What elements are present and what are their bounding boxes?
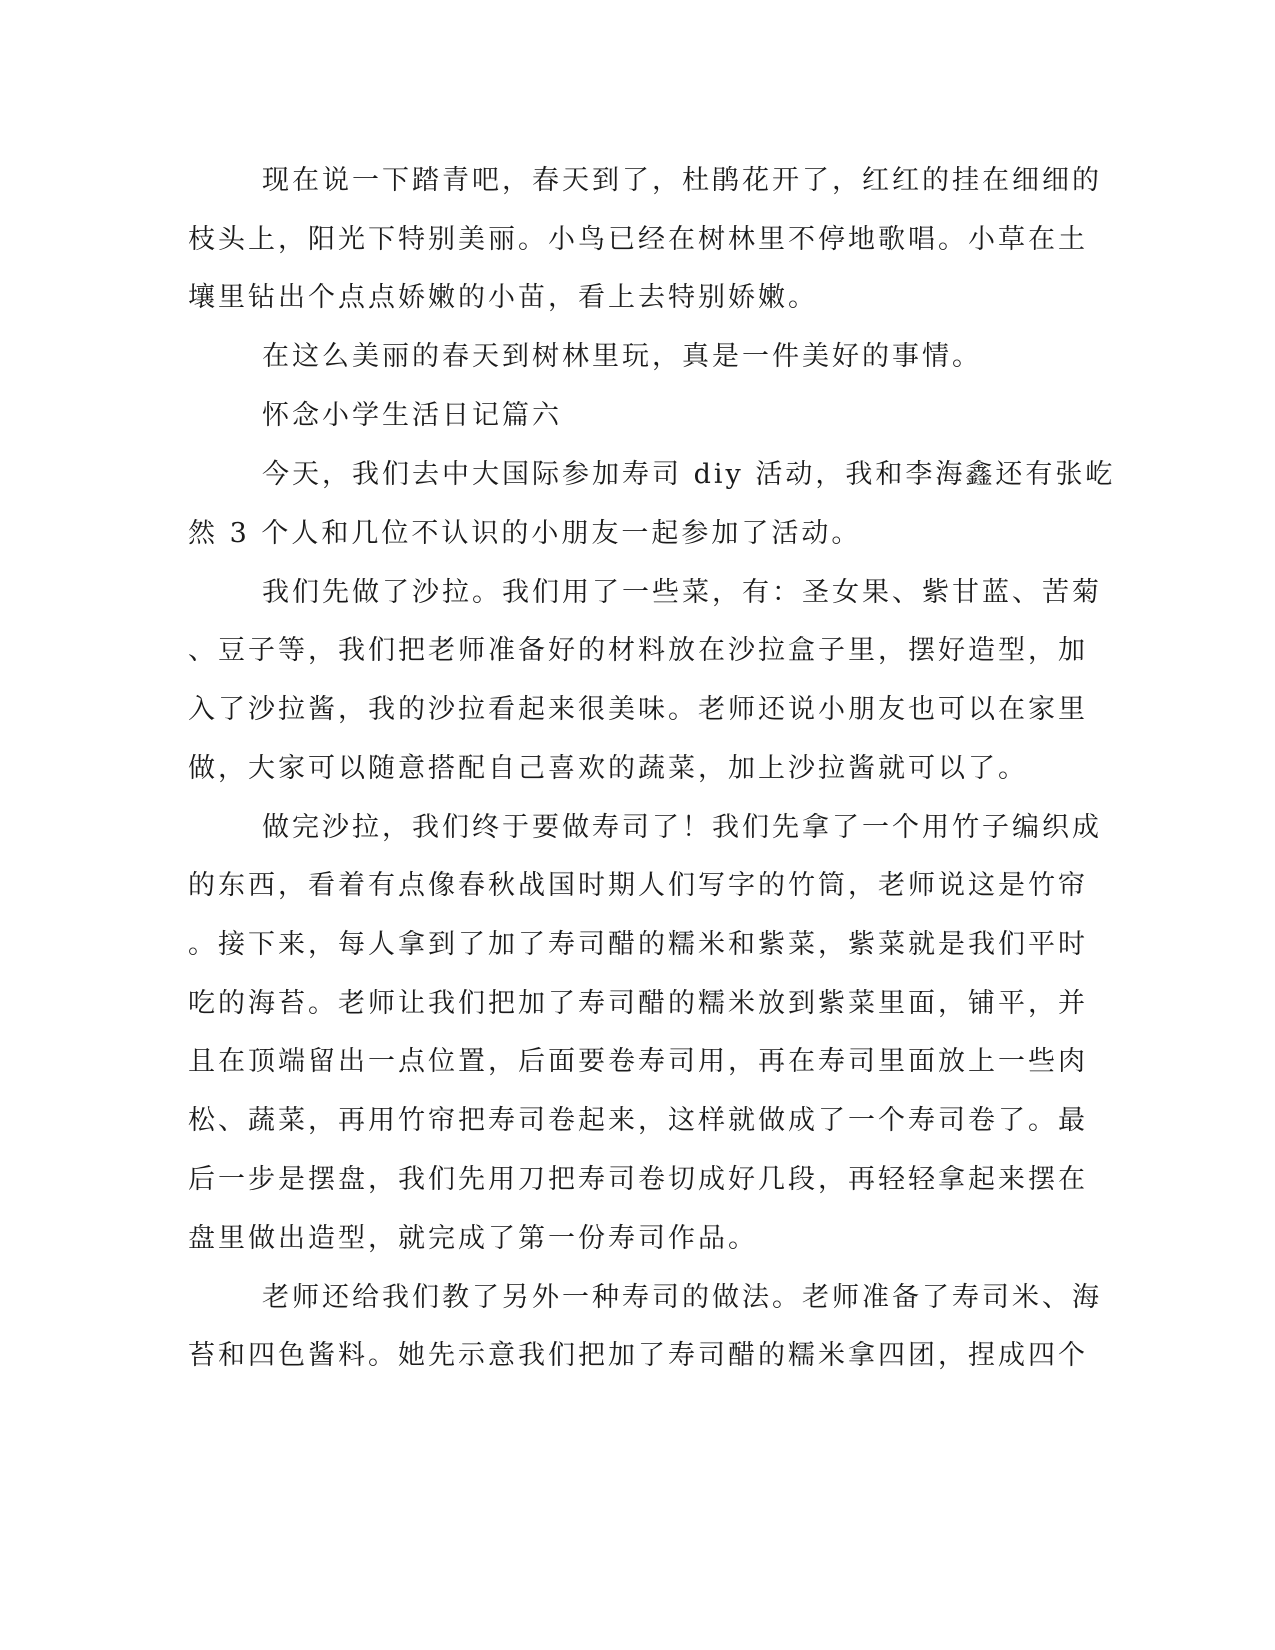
paragraph-line: 今天，我们去中大国际参加寿司 diy 活动，我和李海鑫还有张屹: [262, 459, 1116, 490]
paragraph-line: 现在说一下踏青吧，春天到了，杜鹃花开了，红红的挂在细细的: [262, 165, 1102, 196]
paragraph-line: 入了沙拉酱，我的沙拉看起来很美味。老师还说小朋友也可以在家里: [188, 694, 1088, 725]
paragraph-line: 松、蔬菜，再用竹帘把寿司卷起来，这样就做成了一个寿司卷了。最: [188, 1105, 1088, 1136]
paragraph-line: 壤里钻出个点点娇嫩的小苗，看上去特别娇嫩。: [188, 282, 818, 313]
paragraph-line: 且在顶端留出一点位置，后面要卷寿司用，再在寿司里面放上一些肉: [188, 1046, 1088, 1077]
paragraph-line: 在这么美丽的春天到树林里玩，真是一件美好的事情。: [262, 341, 982, 372]
paragraph-line: 盘里做出造型，就完成了第一份寿司作品。: [188, 1223, 758, 1254]
paragraph-line: 、豆子等，我们把老师准备好的材料放在沙拉盒子里，摆好造型，加: [188, 635, 1088, 666]
paragraph-line: 然 3 个人和几位不认识的小朋友一起参加了活动。: [188, 518, 862, 549]
paragraph-line: 后一步是摆盘，我们先用刀把寿司卷切成好几段，再轻轻拿起来摆在: [188, 1164, 1088, 1195]
paragraph-line: 的东西，看着有点像春秋战国时期人们写字的竹筒，老师说这是竹帘: [188, 870, 1088, 901]
paragraph-line: 吃的海苔。老师让我们把加了寿司醋的糯米放到紫菜里面，铺平，并: [188, 988, 1088, 1019]
paragraph-line: 做，大家可以随意搭配自己喜欢的蔬菜，加上沙拉酱就可以了。: [188, 753, 1028, 784]
paragraph-line: 苔和四色酱料。她先示意我们把加了寿司醋的糯米拿四团，捏成四个: [188, 1340, 1088, 1371]
paragraph-line: 做完沙拉，我们终于要做寿司了！我们先拿了一个用竹子编织成: [262, 812, 1102, 843]
paragraph-line: 。接下来，每人拿到了加了寿司醋的糯米和紫菜，紫菜就是我们平时: [188, 929, 1088, 960]
paragraph-line: 我们先做了沙拉。我们用了一些菜，有：圣女果、紫甘蓝、苦菊: [262, 577, 1102, 608]
paragraph-line: 枝头上，阳光下特别美丽。小鸟已经在树林里不停地歌唱。小草在土: [188, 224, 1088, 255]
paragraph-line: 老师还给我们教了另外一种寿司的做法。老师准备了寿司米、海: [262, 1282, 1102, 1313]
section-heading: 怀念小学生活日记篇六: [262, 400, 562, 431]
